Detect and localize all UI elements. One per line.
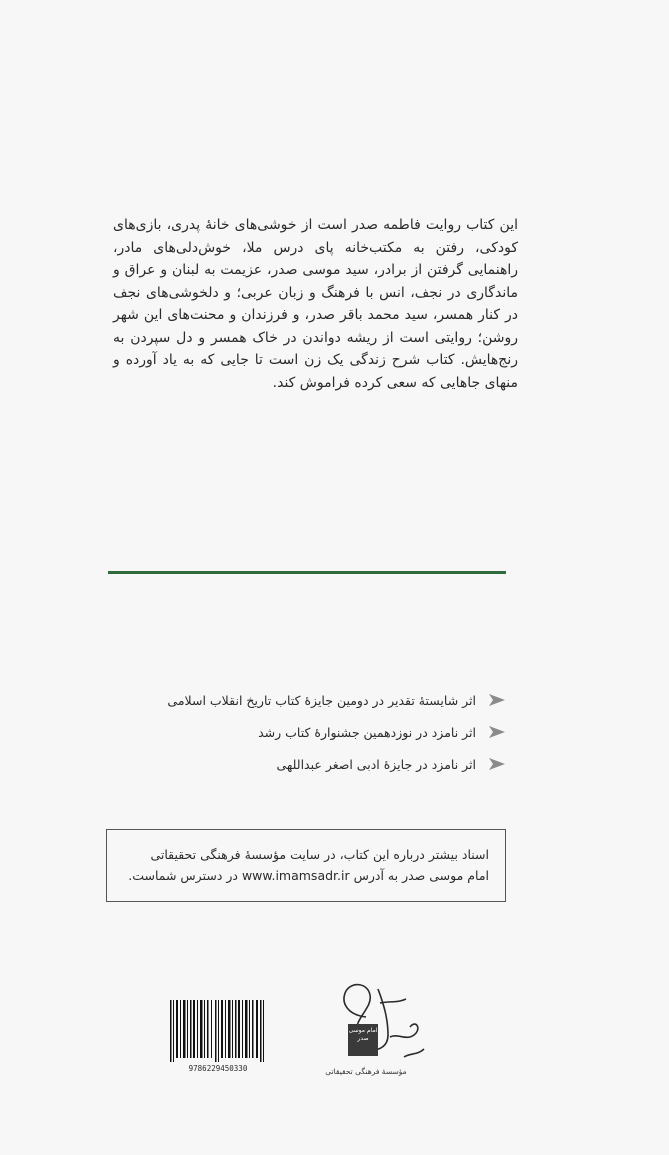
website-url[interactable]: www.imamsadr.ir	[241, 868, 350, 883]
section-divider	[108, 571, 506, 574]
info-line-2-pre: امام موسی صدر به آدرس	[353, 868, 489, 883]
signature-logo-icon	[318, 975, 438, 1070]
isbn-number: 9786229450330	[188, 1064, 248, 1073]
award-item	[108, 684, 506, 716]
publisher-logo	[318, 975, 438, 1085]
arrow-bullet-icon	[488, 693, 506, 707]
award-item	[108, 748, 506, 780]
info-line-2	[123, 865, 489, 886]
award-text: اثر نامزد در نوزدهمین جشنوارهٔ کتاب رشد	[258, 724, 476, 740]
award-item	[108, 716, 506, 748]
arrow-bullet-icon	[488, 757, 506, 771]
awards-list	[108, 684, 506, 780]
website-info-box	[106, 829, 506, 902]
barcode	[168, 1000, 268, 1072]
logo-caption: مؤسسهٔ فرهنگی تحقیقاتی	[325, 1067, 407, 1076]
info-line-1: اسناد بیشتر درباره این کتاب، در سایت مؤسسهٔ فرهنگی تحقیقاتی	[150, 847, 489, 862]
award-text: اثر نامزد در جایزهٔ ادبی اصغر عبداللهی	[276, 756, 476, 772]
arrow-bullet-icon	[488, 725, 506, 739]
info-line-2-post: در دسترس شماست.	[128, 868, 238, 883]
book-blurb: این کتاب روایت فاطمه صدر است از خوشی‌های خانهٔ پدری، بازی‌های کودکی، رفتن به مکتب‌خانه پای درس ملا، خوش‌دلی‌های مادر، راهنمایی گرفتن از برادر، سید موسی صدر، عزیمت به لبنان و عراق و ماندگاری در نجف، انس با فرهنگ و زبان عربی؛ و دلخوشی‌های نجف در کنار همسر، سید محمد باقر صدر، و فرزندان و محنت‌های این شهر روشن؛ روایتی است از ریشه دواندن در خاک همسر و دل سپردن به رنج‌هایش. کتاب شرح زندگی یک زن است تا جایی که به یاد آورده و منهای جاهایی که سعی کرده فراموش کند.	[113, 217, 518, 391]
logo-box: امام موسی صدر	[348, 1024, 378, 1056]
barcode-bars-icon	[168, 1000, 268, 1062]
award-text: اثر شایستهٔ تقدیر در دومین جایزهٔ کتاب تاریخ انقلاب اسلامی	[167, 692, 476, 708]
